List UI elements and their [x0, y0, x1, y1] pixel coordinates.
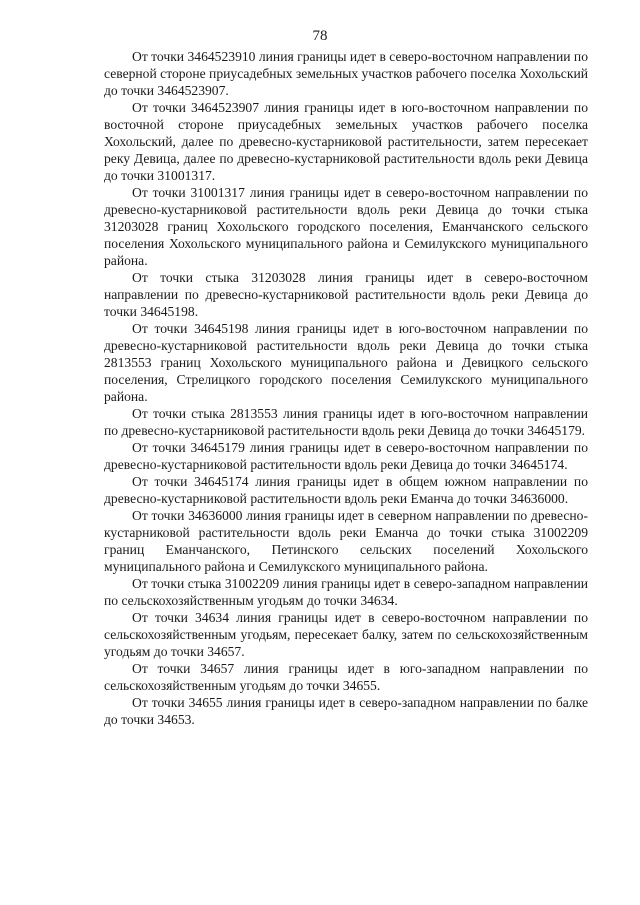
page-number: 78 — [312, 28, 328, 44]
paragraph-8: От точки 34645174 линия границы идет в общем южном направлении по древесно-кустарниковой растительности вдоль реки Еманча до точки 34636000. — [104, 474, 588, 506]
paragraph-11: От точки 34634 линия границы идет в северо-восточном направлении по сельскохозяйственным угодьям, пересекает балку, затем по сельскохозяйственным угодьям до точки 34657. — [104, 610, 588, 659]
paragraph-13: От точки 34655 линия границы идет в северо-западном направлении по балке до точки 34653. — [104, 695, 588, 727]
paragraph-1: От точки 3464523910 линия границы идет в северо-восточном направлении по северной стороне приусадебных земельных участков рабочего поселка Хохольский до точки 3464523907. — [104, 49, 588, 98]
paragraph-6: От точки стыка 2813553 линия границы идет в юго-восточном направлении по древесно-кустарниковой растительности вдоль реки Девица до точки 34645179. — [104, 406, 588, 438]
paragraph-3: От точки 31001317 линия границы идет в северо-восточном направлении по древесно-кустарниковой растительности вдоль реки Девица до точки стыка 31203028 границ Хохольского городского поселения, Еманчанского сельского поселения Хохольского муниципального района и Семилукского муниципального района. — [104, 185, 588, 268]
paragraph-9: От точки 34636000 линия границы идет в северном направлении по древесно-кустарниковой растительности вдоль реки Еманча до точки стыка 31002209 границ Еманчанского, Петинского сельских поселений Хохольского муниципального района и Семилукского муниципального района. — [104, 508, 588, 574]
paragraph-7: От точки 34645179 линия границы идет в северо-восточном направлении по древесно-кустарниковой растительности вдоль реки Девица до точки 34645174. — [104, 440, 588, 472]
paragraph-12: От точки 34657 линия границы идет в юго-западном направлении по сельскохозяйственным угодьям до точки 34655. — [104, 661, 588, 693]
paragraph-10: От точки стыка 31002209 линия границы идет в северо-западном направлении по сельскохозяйственным угодьям до точки 34634. — [104, 576, 588, 608]
paragraph-2: От точки 3464523907 линия границы идет в юго-восточном направлении по восточной стороне приусадебных земельных участков рабочего поселка Хохольский, далее по древесно-кустарниковой растительности, затем пересекает реку Девица, далее по древесно-кустарниковой растительности вдоль реки Девица до точки 31001317. — [104, 100, 588, 183]
paragraph-5: От точки 34645198 линия границы идет в юго-восточном направлении по древесно-кустарниковой растительности вдоль реки Девица до точки стыка 2813553 границ Хохольского муниципального района и Девицкого сельского поселения, Стрелицкого городского поселения Семилукского муниципального района. — [104, 321, 588, 404]
document-body — [104, 48, 588, 728]
paragraph-4: От точки стыка 31203028 линия границы идет в северо-восточном направлении по древесно-кустарниковой растительности вдоль реки Девица до точки 34645198. — [104, 270, 588, 319]
